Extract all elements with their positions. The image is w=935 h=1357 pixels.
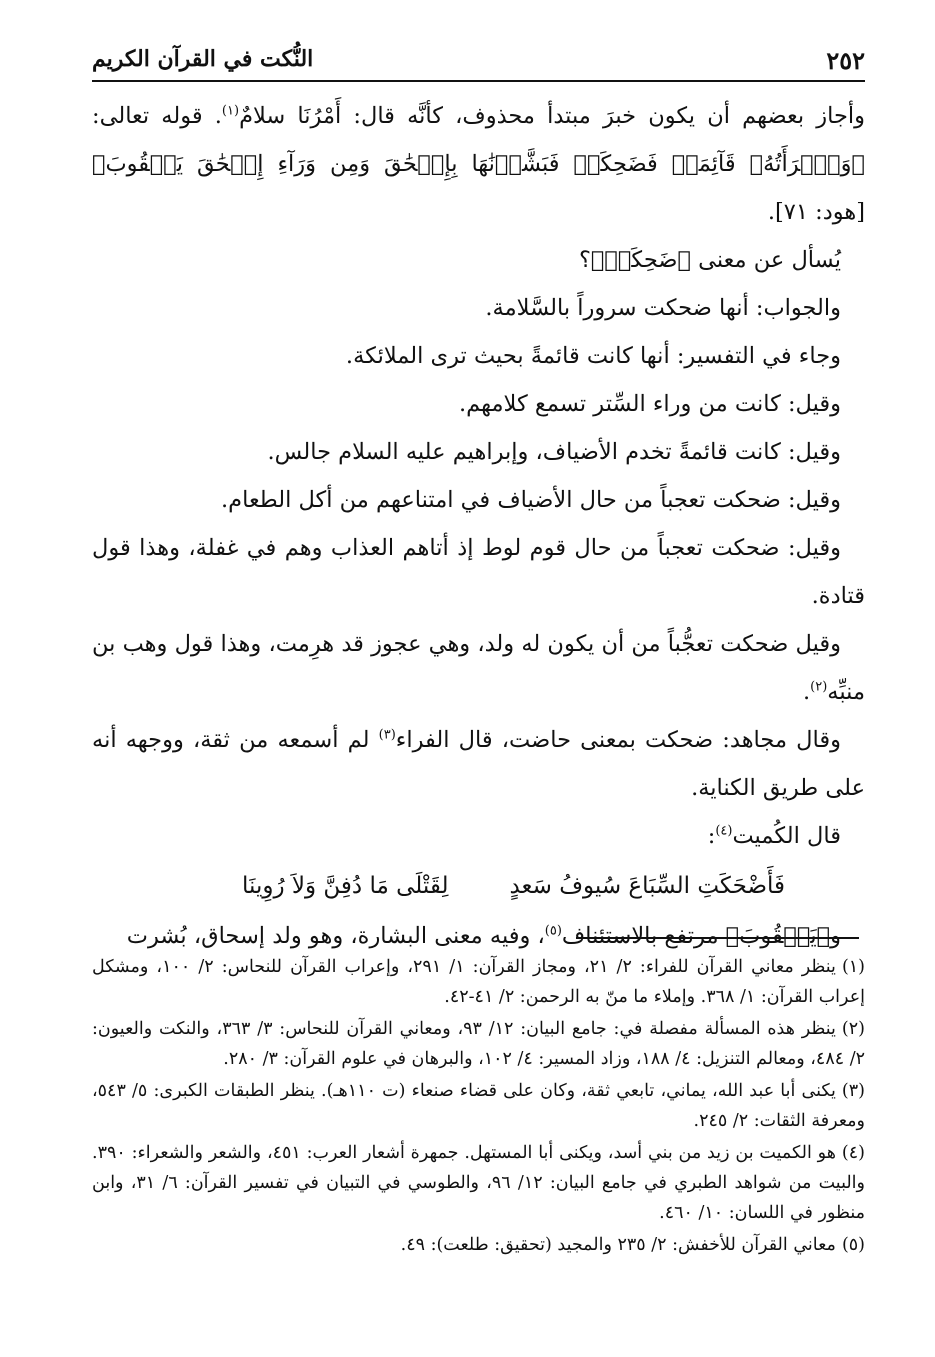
- main-text: [92, 92, 865, 960]
- paragraph: وأجاز بعضهم أن يكون خبرَ مبتدأ محذوف، كأنَّه قال: أَمْرُنَا سلامٌ$^{(١)}$. قوله تعالى: ﴿وَٱمۡرَأَتُهُۥ قَآئِمَةٞ فَضَحِكَتۡ فَبَشَّرۡنَٰهَا بِإِسۡحَٰقَ وَمِن وَرَآءِ إِسۡحَٰقَ يَعۡقُوبَ﴾ [هود: ٧١].: [92, 103, 865, 225]
- footnote: (٤)هو الكميت بن زيد من بني أسد، ويكنى أبا المستهل. جمهرة أشعار العرب: ٤٥١، والشعر والشعراء: ٣٩٠. والبيت من شواهد الطبري في جامع البيان: ١٢/ ٩٦، والطوسي في التبيان في تفسير القرآن: ٦/ ٣١، وابن منظور في اللسان: ١٠/ ٤٦٠.: [92, 1143, 865, 1223]
- paragraph: وجاء في التفسير: أنها كانت قائمةً بحيث ترى الملائكة.: [345, 343, 841, 369]
- footnotes: [92, 952, 865, 1262]
- footnote: (١)ينظر معاني القرآن للفراء: ٢/ ٢١، ومجاز القرآن: ١/ ٢٩١، وإعراب القرآن للنحاس: ٢/ ١٠٠، ومشكل إعراب القرآن: ١/ ٣٦٨. وإملاء ما منّ به الرحمن: ٢/ ٤١-٤٢.: [92, 957, 865, 1007]
- verse-first-hemistich: فَأَضْحَكَتِ السِّبَاعَ سُيوفُ سَعدٍ: [509, 873, 785, 899]
- paragraph: وقيل: كانت من وراء السِّتر تسمع كلامهم.: [459, 391, 841, 417]
- footnote: (٥)معاني القرآن للأخفش: ٢/ ٢٣٥ والمجيد (تحقيق: طلعت): ٤٩.: [400, 1235, 865, 1255]
- footnote-number: (١): [841, 957, 865, 977]
- verse-second-hemistich: لِقَتْلَى مَا دُفِنَّ وَلاَ رُوِينَا: [242, 873, 449, 899]
- poetry-verse: [92, 860, 865, 912]
- paragraph: وقيل ضحكت تعجُّباً من أن يكون له ولد، وهي عجوز قد هرِمت، وهذا قول وهب بن منبِّه$^{(٢)}$.: [92, 631, 865, 705]
- footnote-number: (٤): [841, 1143, 865, 1163]
- paragraph: وقيل: ضحكت تعجباً من حال قوم لوط إذ أتاهم العذاب وهم في غفلة، وهذا قول قتادة.: [92, 535, 865, 609]
- paragraph: قال الكُميت$^{(٤)}$:: [707, 823, 841, 849]
- paragraph: و﴿يَعۡقُوبَ﴾ مرتفع بالاستئناف$^{(٥)}$، وفيه معنى البشارة، وهو ولد إسحاق، بُشرت: [126, 923, 841, 949]
- footnote: (٣)يكنى أبا عبد الله، يماني، تابعي ثقة، وكان على قضاء صنعاء (ت ١١٠هـ). ينظر الطبقات الكبرى: ٥/ ٥٤٣، ومعرفة الثقات: ٢/ ٢٤٥.: [92, 1081, 865, 1131]
- footnote: (٢)ينظر هذه المسألة مفصلة في: جامع البيان: ١٢/ ٩٣، ومعاني القرآن للنحاس: ٣/ ٣٦٣، والنكت والعيون: ٢/ ٤٨٤، ومعالم التنزيل: ٤/ ١٨٨، وزاد المسير: ٤/ ١٠٢، والبرهان في علوم القرآن: ٣/ ٢٨٠.: [92, 1019, 865, 1069]
- paragraph: وقيل: كانت قائمةً تخدم الأضياف، وإبراهيم عليه السلام جالس.: [267, 439, 841, 465]
- page-header: [92, 40, 865, 82]
- paragraph: والجواب: أنها ضحكت سروراً بالسَّلامة.: [485, 295, 841, 321]
- paragraph: يُسأل عن معنى ﴿ضَحِكَتۡ﴾؟: [578, 247, 841, 273]
- footnote-number: (٢): [841, 1019, 865, 1039]
- running-title: النُّكت في القرآن الكريم: [92, 46, 314, 72]
- paragraph: وقيل: ضحكت تعجباً من حال الأضياف في امتناعهم من أكل الطعام.: [221, 487, 841, 513]
- footnote-ref[interactable]: (٢): [810, 679, 828, 695]
- footnote-ref[interactable]: (٤): [715, 823, 733, 839]
- footnote-ref[interactable]: (٣): [378, 727, 396, 743]
- footnote-ref[interactable]: (١): [221, 103, 240, 119]
- paragraph: وقال مجاهد: ضحكت بمعنى حاضت، قال الفراء$^{(٣)}$ لم أسمعه من ثقة، ووجهه أنه على طريق الكناية.: [92, 727, 865, 801]
- footnote-number: (٣): [841, 1081, 865, 1101]
- page-number: ٢٥٢: [826, 46, 865, 75]
- footnote-number: (٥): [841, 1235, 865, 1255]
- footnote-separator: [576, 937, 859, 939]
- footnote-ref[interactable]: (٥): [544, 923, 562, 939]
